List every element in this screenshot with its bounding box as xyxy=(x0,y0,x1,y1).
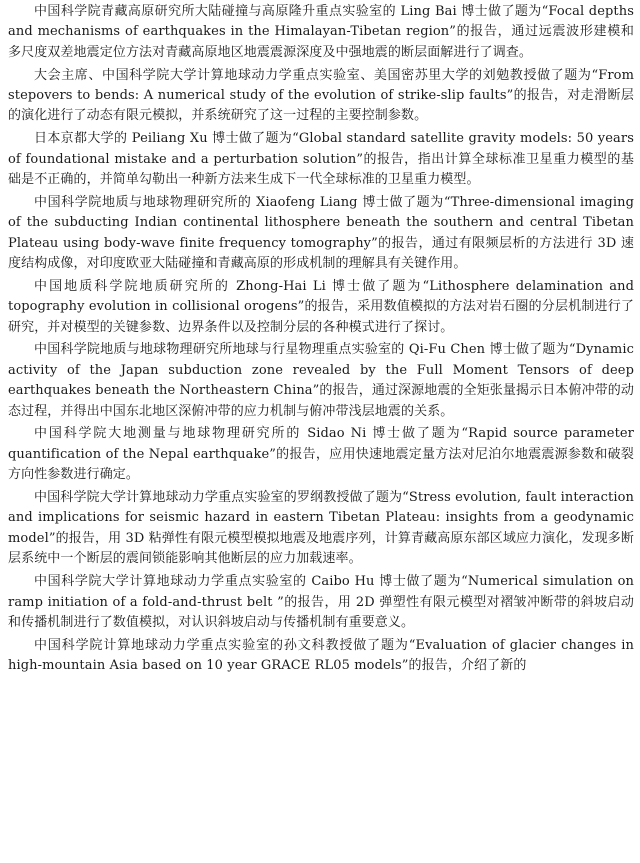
paragraph-sun-wenke: 中国科学院计算地球动力学重点实验室的孙文科教授做了题为“Evaluation of glacier changes in high-mountain Asia based on 10 year GRACE RL05 models”的报告，介绍了新的 xyxy=(8,637,634,674)
paragraph-sidao-ni: 中国科学院大地测量与地球物理研究所的 Sidao Ni 博士做了题为“Rapid source parameter quantification of the Nepal earthquake”的报告，应用快速地震定量方法对尼泊尔地震震源参数和破裂方向性参数进行确定。 xyxy=(8,426,634,483)
paragraph-xiaofeng-liang: 中国科学院地质与地球物理研究所的 Xiaofeng Liang 博士做了题为“Three-dimensional imaging of the subducting Indian continental lithosphere beneath the southern and central Tibetan Plateau using body-wave finite frequency tomography”的报告，通过有限频层析的方法进行 3D 速度结构成像，对印度欧亚大陆碰撞和青藏高原的形成机制的理解具有关键作用。 xyxy=(8,194,634,272)
paragraph-luo-gang: 中国科学院大学计算地球动力学重点实验室的罗纲教授做了题为“Stress evolution, fault interaction and implications for seismic hazard in eastern Tibetan Plateau: insights from a geodynamic model”的报告，用 3D 粘弹性有限元模型模拟地震及地震序列，计算青藏高原东部区域应力演化，发现多断层系统中一个断层的震间锁能影响其他断层的应力加载速率。 xyxy=(8,490,634,567)
paragraph-caibo-hu: 中国科学院大学计算地球动力学重点实验室的 Caibo Hu 博士做了题为“Numerical simulation on ramp initiation of a fold-and-thrust belt ”的报告，用 2D 弹塑性有限元模型对褶皱冲断带的斜坡启动和传播机制进行了数值模拟，对认识斜坡启动与传播机制有重要意义。 xyxy=(8,574,634,630)
paragraph-liu-mian: 大会主席、中国科学院大学计算地球动力学重点实验室、美国密苏里大学的刘勉教授做了题为“From stepovers to bends: A numerical study of the evolution of strike-slip faults”的报告，对走滑断层的演化进行了动态有限元模拟，并系统研究了这一过程的主要控制参数。 xyxy=(8,67,634,124)
paragraph-qi-fu-chen: 中国科学院地质与地球物理研究所地球与行星物理重点实验室的 Qi-Fu Chen 博士做了题为“Dynamic activity of the Japan subduction zone revealed by the Full Moment Tensors of deep earthquakes beneath the Northeastern China”的报告，通过深源地震的全矩张量揭示日本俯冲带的动态过程，并得出中国东北地区深俯冲带的应力机制与俯冲带浅层地震的关系。 xyxy=(8,342,634,419)
paragraph-ling-bai: 中国科学院青藏高原研究所大陆碰撞与高原隆升重点实验室的 Ling Bai 博士做了题为“Focal depths and mechanisms of earthquakes in the Himalayan-Tibetan region”的报告，通过远震波形建模和多尺度双差地震定位方法对青藏高原地区地震震源深度及中强地震的断层面解进行了调查。 xyxy=(8,4,634,60)
paragraph-peiliang-xu: 日本京都大学的 Peiliang Xu 博士做了题为“Global standard satellite gravity models: 50 years of foundational mistake and a perturbation solution”的报告，指出计算全球标准卫星重力模型的基础是不正确的，并简单勾勒出一种新方法来生成下一代全球标准的卫星重力模型。 xyxy=(8,131,634,188)
paragraph-zhong-hai-li: 中国地质科学院地质研究所的 Zhong-Hai Li 博士做了题为“Lithosphere delamination and topography evolution in collisional orogens”的报告，采用数值模拟的方法对岩石圈的分层机制进行了研究，并对模型的关键参数、边界条件以及控制分层的各种模式进行了探讨。 xyxy=(8,278,634,335)
